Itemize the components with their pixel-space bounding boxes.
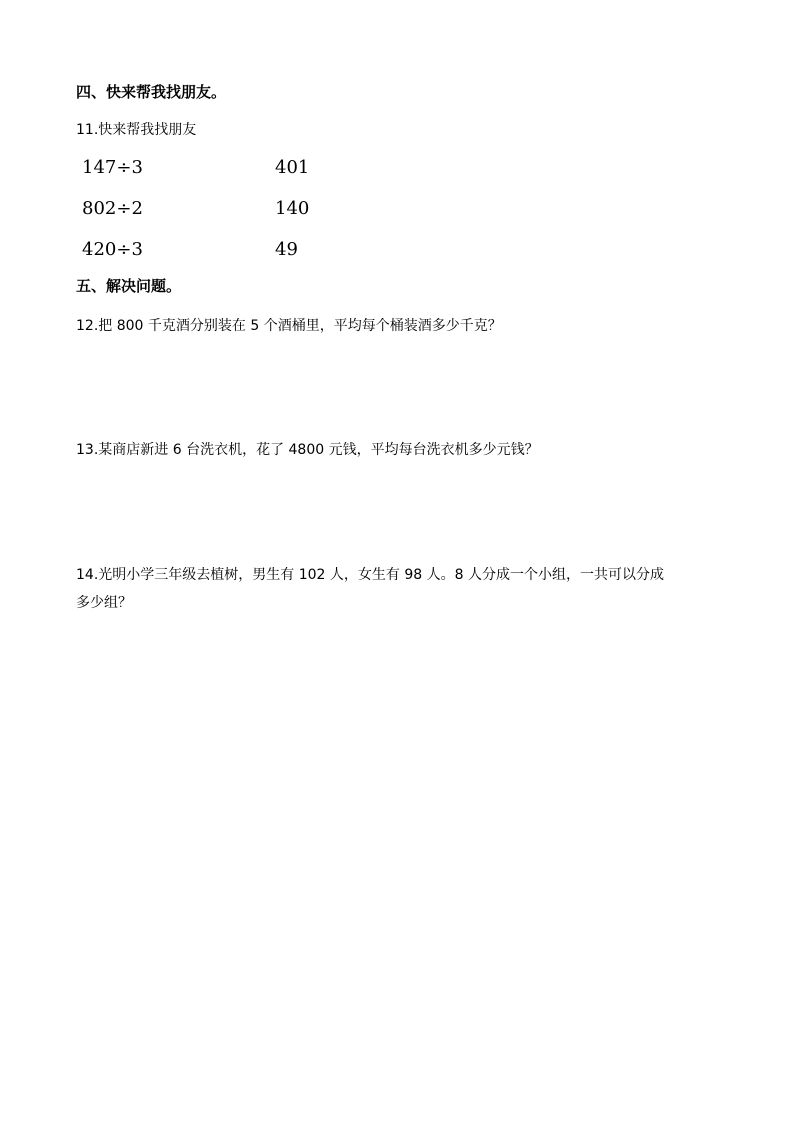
- section-5-title: 五、解决问题。: [76, 277, 182, 295]
- section-4-title: 四、快来帮我找朋友。: [76, 83, 227, 101]
- match-right-item: 49: [275, 239, 298, 260]
- match-right-item: 140: [275, 198, 310, 219]
- question-13-text: 13.某商店新进 6 台洗衣机，花了 4800 元钱，平均每台洗衣机多少元钱？: [76, 442, 539, 458]
- question-14-text: [76, 561, 726, 617]
- question-11-label: 11.快来帮我找朋友: [76, 122, 197, 138]
- match-left-item: 147÷3: [82, 157, 143, 178]
- match-left-item: 802÷2: [82, 198, 143, 219]
- match-right-item: 401: [275, 157, 310, 178]
- match-left-item: 420÷3: [82, 239, 143, 260]
- question-12-text: 12.把 800 千克酒分别装在 5 个酒桶里，平均每个桶装酒多少千克？: [76, 318, 502, 334]
- question-14-line-1: 14.光明小学三年级去植树，男生有 102 人，女生有 98 人。8 人分成一个小组，一共可以分成: [76, 567, 664, 583]
- question-14-line-2: 多少组？: [76, 595, 132, 611]
